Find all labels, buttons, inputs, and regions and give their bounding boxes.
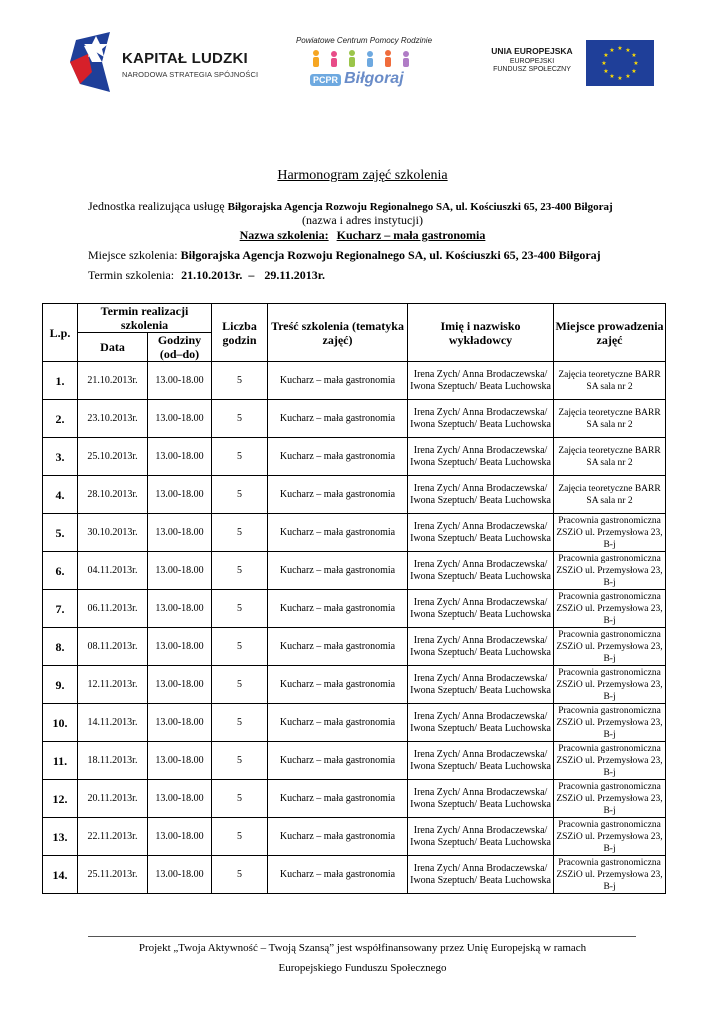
cell-date: 04.11.2013r. bbox=[78, 552, 148, 590]
cell-lp: 12. bbox=[43, 780, 78, 818]
cell-count: 5 bbox=[212, 628, 268, 666]
cell-place: Zajęcia teoretyczne BARR SA sala nr 2 bbox=[554, 400, 666, 438]
cell-count: 5 bbox=[212, 438, 268, 476]
table-row bbox=[43, 438, 666, 476]
cell-lecturer: Irena Zych/ Anna Brodaczewska/ Iwona Szeptuch/ Beata Luchowska bbox=[408, 704, 554, 742]
cell-topic: Kucharz – mała gastronomia bbox=[268, 856, 408, 894]
cell-lecturer: Irena Zych/ Anna Brodaczewska/ Iwona Szeptuch/ Beata Luchowska bbox=[408, 666, 554, 704]
cell-lp: 8. bbox=[43, 628, 78, 666]
cell-lecturer: Irena Zych/ Anna Brodaczewska/ Iwona Szeptuch/ Beata Luchowska bbox=[408, 590, 554, 628]
cell-place: Pracownia gastronomiczna ZSZiO ul. Przemysłowa 23, B-j bbox=[554, 666, 666, 704]
cell-hours: 13.00-18.00 bbox=[148, 514, 212, 552]
cell-place: Zajęcia teoretyczne BARR SA sala nr 2 bbox=[554, 476, 666, 514]
kapital-ludzki-subtitle: NARODOWA STRATEGIA SPÓJNOŚCI bbox=[122, 70, 259, 79]
cell-lecturer: Irena Zych/ Anna Brodaczewska/ Iwona Szeptuch/ Beata Luchowska bbox=[408, 742, 554, 780]
kapital-ludzki-emblem-icon bbox=[70, 32, 114, 94]
footer-line-2: Europejskiego Funduszu Społecznego bbox=[278, 962, 447, 974]
unit-value: Biłgorajska Agencja Rozwoju Regionalnego SA, ul. Kościuszki 65, 23-400 Biłgoraj bbox=[227, 201, 613, 213]
place-value: Biłgorajska Agencja Rozwoju Regionalnego SA, ul. Kościuszki 65, 23-400 Biłgoraj bbox=[180, 248, 601, 262]
cell-lp: 4. bbox=[43, 476, 78, 514]
cell-date: 08.11.2013r. bbox=[78, 628, 148, 666]
pcpr-abbr: PCPR bbox=[310, 74, 341, 86]
footer-line-1: Projekt „Twoja Aktywność – Twoją Szansą” jest współfinansowany przez Unię Europejską w ramach bbox=[138, 942, 587, 954]
cell-place: Pracownia gastronomiczna ZSZiO ul. Przemysłowa 23, B-j bbox=[554, 514, 666, 552]
svg-text:★: ★ bbox=[631, 52, 637, 59]
table-row bbox=[43, 780, 666, 818]
eu-flag-icon bbox=[586, 40, 654, 86]
cell-hours: 13.00-18.00 bbox=[148, 742, 212, 780]
pcpr-name: Powiatowe Centrum Pomocy Rodzinie bbox=[295, 36, 433, 45]
header-topic: Treść szkolenia (tematyka zajęć) bbox=[268, 304, 408, 362]
cell-lp: 9. bbox=[43, 666, 78, 704]
cell-hours: 13.00-18.00 bbox=[148, 856, 212, 894]
cell-place: Pracownia gastronomiczna ZSZiO ul. Przemysłowa 23, B-j bbox=[554, 818, 666, 856]
svg-text:★: ★ bbox=[609, 73, 615, 80]
term-line bbox=[88, 268, 725, 283]
cell-topic: Kucharz – mała gastronomia bbox=[268, 438, 408, 476]
table-row bbox=[43, 400, 666, 438]
cell-lp: 1. bbox=[43, 362, 78, 400]
cell-hours: 13.00-18.00 bbox=[148, 818, 212, 856]
cell-topic: Kucharz – mała gastronomia bbox=[268, 628, 408, 666]
cell-count: 5 bbox=[212, 666, 268, 704]
table-row bbox=[43, 362, 666, 400]
cell-count: 5 bbox=[212, 362, 268, 400]
cell-date: 25.11.2013r. bbox=[78, 856, 148, 894]
cell-topic: Kucharz – mała gastronomia bbox=[268, 780, 408, 818]
cell-lp: 5. bbox=[43, 514, 78, 552]
header-lecturer: Imię i nazwisko wykładowcy bbox=[408, 304, 554, 362]
table-row bbox=[43, 552, 666, 590]
cell-date: 28.10.2013r. bbox=[78, 476, 148, 514]
cell-hours: 13.00-18.00 bbox=[148, 628, 212, 666]
cell-lecturer: Irena Zych/ Anna Brodaczewska/ Iwona Szeptuch/ Beata Luchowska bbox=[408, 400, 554, 438]
header-term-group: Termin realizacji szkolenia bbox=[78, 304, 212, 333]
eu-logo bbox=[472, 40, 656, 90]
cell-lecturer: Irena Zych/ Anna Brodaczewska/ Iwona Szeptuch/ Beata Luchowska bbox=[408, 552, 554, 590]
cell-hours: 13.00-18.00 bbox=[148, 780, 212, 818]
cell-lecturer: Irena Zych/ Anna Brodaczewska/ Iwona Szeptuch/ Beata Luchowska bbox=[408, 476, 554, 514]
header-place: Miejsce prowadzenia zajęć bbox=[554, 304, 666, 362]
svg-text:★: ★ bbox=[633, 60, 639, 67]
cell-lecturer: Irena Zych/ Anna Brodaczewska/ Iwona Szeptuch/ Beata Luchowska bbox=[408, 856, 554, 894]
cell-place: Pracownia gastronomiczna ZSZiO ul. Przemysłowa 23, B-j bbox=[554, 856, 666, 894]
cell-lp: 13. bbox=[43, 818, 78, 856]
table-row bbox=[43, 704, 666, 742]
cell-count: 5 bbox=[212, 818, 268, 856]
cell-count: 5 bbox=[212, 780, 268, 818]
kapital-ludzki-logo bbox=[70, 32, 260, 94]
course-value: Kucharz – mała gastronomia bbox=[336, 228, 486, 242]
cell-date: 30.10.2013r. bbox=[78, 514, 148, 552]
cell-hours: 13.00-18.00 bbox=[148, 704, 212, 742]
cell-count: 5 bbox=[212, 590, 268, 628]
cell-lp: 14. bbox=[43, 856, 78, 894]
cell-hours: 13.00-18.00 bbox=[148, 400, 212, 438]
cell-topic: Kucharz – mała gastronomia bbox=[268, 400, 408, 438]
cell-topic: Kucharz – mała gastronomia bbox=[268, 666, 408, 704]
svg-text:★: ★ bbox=[617, 75, 623, 82]
page-title: Harmonogram zajęć szkolenia bbox=[277, 168, 448, 183]
cell-topic: Kucharz – mała gastronomia bbox=[268, 476, 408, 514]
term-dash: – bbox=[248, 268, 255, 282]
svg-text:★: ★ bbox=[609, 47, 615, 54]
eu-subtitle-line-2: FUNDUSZ SPOŁECZNY bbox=[493, 66, 571, 73]
cell-count: 5 bbox=[212, 552, 268, 590]
cell-place: Pracownia gastronomiczna ZSZiO ul. Przemysłowa 23, B-j bbox=[554, 628, 666, 666]
place-line bbox=[88, 248, 725, 263]
cell-date: 21.10.2013r. bbox=[78, 362, 148, 400]
header-hours: Godziny (od–do) bbox=[148, 333, 212, 362]
header-count: Liczba godzin bbox=[212, 304, 268, 362]
header-date: Data bbox=[78, 333, 148, 362]
table-row bbox=[43, 514, 666, 552]
cell-place: Pracownia gastronomiczna ZSZiO ul. Przemysłowa 23, B-j bbox=[554, 552, 666, 590]
cell-lecturer: Irena Zych/ Anna Brodaczewska/ Iwona Szeptuch/ Beata Luchowska bbox=[408, 818, 554, 856]
cell-lecturer: Irena Zych/ Anna Brodaczewska/ Iwona Szeptuch/ Beata Luchowska bbox=[408, 514, 554, 552]
cell-date: 20.11.2013r. bbox=[78, 780, 148, 818]
place-label: Miejsce szkolenia: bbox=[88, 248, 178, 262]
cell-date: 06.11.2013r. bbox=[78, 590, 148, 628]
table-row bbox=[43, 666, 666, 704]
cell-hours: 13.00-18.00 bbox=[148, 438, 212, 476]
cell-place: Zajęcia teoretyczne BARR SA sala nr 2 bbox=[554, 362, 666, 400]
cell-hours: 13.00-18.00 bbox=[148, 666, 212, 704]
svg-text:★: ★ bbox=[603, 68, 609, 75]
cell-topic: Kucharz – mała gastronomia bbox=[268, 590, 408, 628]
pcpr-wordmark bbox=[310, 70, 404, 88]
svg-text:★: ★ bbox=[601, 60, 607, 67]
cell-hours: 13.00-18.00 bbox=[148, 476, 212, 514]
cell-lecturer: Irena Zych/ Anna Brodaczewska/ Iwona Szeptuch/ Beata Luchowska bbox=[408, 438, 554, 476]
course-label: Nazwa szkolenia: bbox=[239, 228, 329, 242]
cell-count: 5 bbox=[212, 514, 268, 552]
footer-divider bbox=[88, 936, 636, 937]
cell-lecturer: Irena Zych/ Anna Brodaczewska/ Iwona Szeptuch/ Beata Luchowska bbox=[408, 780, 554, 818]
cell-lecturer: Irena Zych/ Anna Brodaczewska/ Iwona Szeptuch/ Beata Luchowska bbox=[408, 628, 554, 666]
cell-place: Zajęcia teoretyczne BARR SA sala nr 2 bbox=[554, 438, 666, 476]
page-header bbox=[0, 28, 725, 98]
eu-subtitle-line-1: EUROPEJSKI bbox=[509, 58, 555, 65]
cell-count: 5 bbox=[212, 856, 268, 894]
cell-place: Pracownia gastronomiczna ZSZiO ul. Przemysłowa 23, B-j bbox=[554, 780, 666, 818]
table-row bbox=[43, 628, 666, 666]
cell-date: 14.11.2013r. bbox=[78, 704, 148, 742]
schedule-table bbox=[42, 303, 666, 894]
svg-text:★: ★ bbox=[625, 73, 631, 80]
family-figures-icon bbox=[306, 48, 422, 70]
cell-topic: Kucharz – mała gastronomia bbox=[268, 818, 408, 856]
term-label: Termin szkolenia: bbox=[88, 268, 175, 282]
schedule-body bbox=[43, 362, 666, 894]
cell-topic: Kucharz – mała gastronomia bbox=[268, 514, 408, 552]
cell-hours: 13.00-18.00 bbox=[148, 552, 212, 590]
cell-count: 5 bbox=[212, 400, 268, 438]
cell-count: 5 bbox=[212, 476, 268, 514]
cell-count: 5 bbox=[212, 742, 268, 780]
cell-topic: Kucharz – mała gastronomia bbox=[268, 552, 408, 590]
cell-lp: 3. bbox=[43, 438, 78, 476]
cell-topic: Kucharz – mała gastronomia bbox=[268, 704, 408, 742]
svg-text:★: ★ bbox=[617, 45, 623, 52]
cell-lecturer: Irena Zych/ Anna Brodaczewska/ Iwona Szeptuch/ Beata Luchowska bbox=[408, 362, 554, 400]
header-lp: L.p. bbox=[43, 304, 78, 362]
cell-date: 23.10.2013r. bbox=[78, 400, 148, 438]
term-end: 29.11.2013r. bbox=[264, 268, 325, 282]
cell-hours: 13.00-18.00 bbox=[148, 362, 212, 400]
unit-label: Jednostka realizująca usługę bbox=[88, 199, 225, 213]
table-row bbox=[43, 590, 666, 628]
table-row bbox=[43, 476, 666, 514]
cell-lp: 2. bbox=[43, 400, 78, 438]
cell-topic: Kucharz – mała gastronomia bbox=[268, 742, 408, 780]
unit-note: (nazwa i adres instytucji) bbox=[302, 213, 423, 227]
cell-lp: 11. bbox=[43, 742, 78, 780]
svg-text:★: ★ bbox=[625, 47, 631, 54]
cell-lp: 6. bbox=[43, 552, 78, 590]
cell-date: 25.10.2013r. bbox=[78, 438, 148, 476]
cell-lp: 7. bbox=[43, 590, 78, 628]
course-line bbox=[0, 228, 725, 243]
cell-lp: 10. bbox=[43, 704, 78, 742]
kapital-ludzki-title: KAPITAŁ LUDZKI bbox=[122, 50, 248, 67]
pcpr-city: Biłgoraj bbox=[344, 70, 404, 87]
cell-count: 5 bbox=[212, 704, 268, 742]
svg-text:★: ★ bbox=[603, 52, 609, 59]
table-row bbox=[43, 742, 666, 780]
svg-text:★: ★ bbox=[631, 68, 637, 75]
pcpr-logo bbox=[294, 36, 434, 98]
table-row bbox=[43, 856, 666, 894]
cell-date: 22.11.2013r. bbox=[78, 818, 148, 856]
cell-place: Pracownia gastronomiczna ZSZiO ul. Przemysłowa 23, B-j bbox=[554, 704, 666, 742]
cell-date: 18.11.2013r. bbox=[78, 742, 148, 780]
table-row bbox=[43, 818, 666, 856]
cell-place: Pracownia gastronomiczna ZSZiO ul. Przemysłowa 23, B-j bbox=[554, 742, 666, 780]
cell-topic: Kucharz – mała gastronomia bbox=[268, 362, 408, 400]
eu-title: UNIA EUROPEJSKA bbox=[491, 46, 573, 56]
cell-date: 12.11.2013r. bbox=[78, 666, 148, 704]
term-start: 21.10.2013r. bbox=[181, 268, 243, 282]
cell-place: Pracownia gastronomiczna ZSZiO ul. Przemysłowa 23, B-j bbox=[554, 590, 666, 628]
eu-subtitle bbox=[482, 58, 582, 74]
cell-hours: 13.00-18.00 bbox=[148, 590, 212, 628]
